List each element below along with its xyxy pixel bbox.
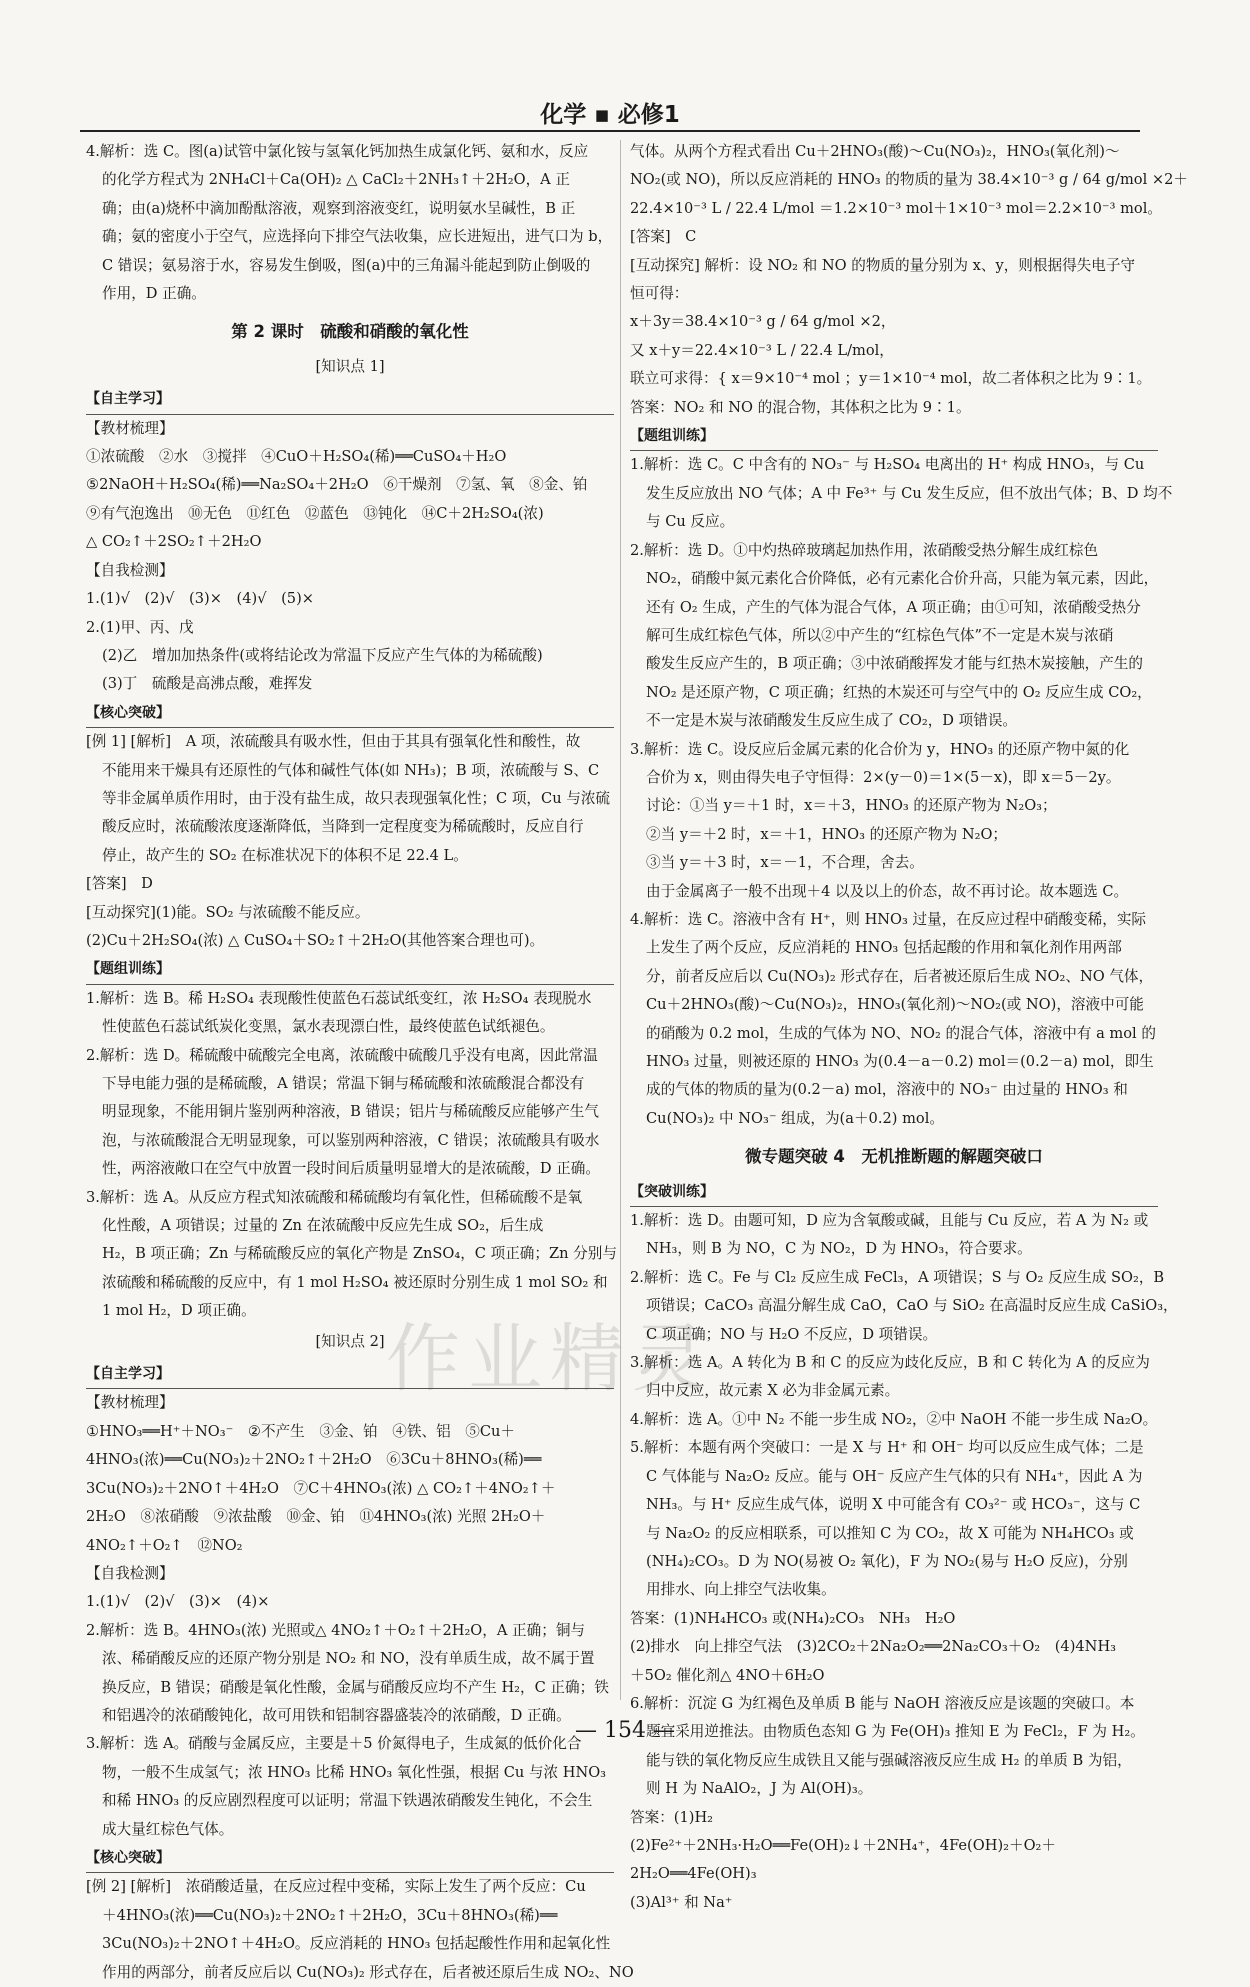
text-line: 2H₂O ⑧浓硝酸 ⑨浓盐酸 ⑩金、铂 ⑪4HNO₃(浓) 光照 2H₂O＋: [86, 1508, 546, 1526]
text-line: 则 H 为 NaAlO₂，J 为 Al(OH)₃。: [646, 1780, 873, 1798]
text-line: (3)丁 硫酸是高沸点酸，难挥发: [102, 675, 313, 693]
watermark: 作业精灵: [386, 1316, 714, 1402]
text-line: NO₂ 是还原产物，C 项正确；红热的木炭还可与空气中的 O₂ 反应生成 CO₂，: [646, 683, 1152, 701]
column-divider: [620, 140, 621, 1700]
section-label: 【题组训练】: [630, 422, 1158, 451]
section-label: 【核心突破】: [86, 699, 614, 728]
text-line: 4.解析：选 A。①中 N₂ 不能一步生成 NO₂，②中 NaOH 不能一步生成 Na₂O。: [630, 1410, 1158, 1428]
text-line: 1.(1)√ (2)√ (3)× (4)×: [86, 1593, 270, 1611]
text-line: 停止，故产生的 SO₂ 在标准状况下的体积不足 22.4 L。: [102, 846, 468, 864]
text-line: 化性酸，A 项错误；过量的 Zn 在浓硫酸中反应先生成 SO₂，后生成: [102, 1217, 544, 1235]
text-line: 2.解析：选 D。①中灼热碎玻璃起加热作用，浓硝酸受热分解生成红棕色: [630, 541, 1099, 559]
text-line: 换反应，B 错误；硝酸是氧化性酸，金属与硝酸反应均不产生 H₂，C 正确；铁: [102, 1678, 609, 1696]
text-line: Cu(NO₃)₂ 中 NO₃⁻ 组成，为(a＋0.2) mol。: [646, 1109, 944, 1127]
text-line: 4HNO₃(浓)══Cu(NO₃)₂＋2NO₂↑＋2H₂O ⑥3Cu＋8HNO₃(稀)══: [86, 1451, 542, 1469]
text-line: 和稀 HNO₃ 的反应剧烈程度可以证明；常温下铁遇浓硝酸发生钝化，不会生: [102, 1792, 593, 1810]
text-line: 【自我检测】: [86, 1564, 174, 1582]
text-line: x＋3y＝38.4×10⁻³ g / 64 g/mol ×2，: [630, 313, 896, 331]
text-line: 4.解析：选 C。图(a)试管中氯化铵与氢氧化钙加热生成氯化钙、氨和水，反应: [86, 143, 589, 160]
text-line: 题宜采用逆推法。由物质色态知 G 为 Fe(OH)₃ 推知 E 为 FeCl₂，F 为 H₂。: [646, 1723, 1145, 1741]
text-line: 又 x＋y＝22.4×10⁻³ L / 22.4 L/mol，: [630, 341, 894, 359]
text-line: 3.解析：选 A。硝酸与金属反应，主要是＋5 价氮得电子，生成氮的低价化合: [86, 1735, 582, 1753]
text-line: 1 mol H₂，D 项正确。: [102, 1302, 256, 1320]
text-line: 讨论：①当 y＝＋1 时，x＝＋3，HNO₃ 的还原产物为 N₂O₃；: [646, 797, 1057, 815]
text-line: C 项正确；NO 与 H₂O 不反应，D 项错误。: [646, 1325, 938, 1343]
text-line: Cu＋2HNO₃(酸)～Cu(NO₃)₂，HNO₃(氧化剂)～NO₂(或 NO)，溶液中可能: [646, 996, 1144, 1014]
text-line: 项错误；CaCO₃ 高温分解生成 CaO，CaO 与 SiO₂ 在高温时反应生成 CaSiO₃，: [646, 1297, 1178, 1315]
text-line: 成大量红棕色气体。: [102, 1820, 234, 1838]
text-line: 作用的两部分，前者反应后以 Cu(NO₃)₂ 形式存在，后者被还原后生成 NO₂、NO: [102, 1963, 634, 1981]
text-line: 2H₂O══4Fe(OH)₃: [630, 1865, 757, 1883]
text-line: 不能用来干燥具有还原性的气体和碱性气体(如 NH₃)；B 项，浓硫酸与 S、C: [102, 761, 600, 779]
text-line: 答案：NO₂ 和 NO 的混合物，其体积之比为 9∶1。: [630, 398, 971, 416]
text-line: 2.(1)甲、丙、戊: [86, 618, 194, 636]
text-line: 4NO₂↑＋O₂↑ ⑫NO₂: [86, 1536, 243, 1554]
text-line: 解可生成红棕色气体，所以②中产生的“红棕色气体”不一定是木炭与浓硝: [646, 626, 1114, 644]
page-header: [80, 96, 1140, 132]
text-line: [例 2] [解析] 浓硝酸适量，在反应过程中变稀，实际上发生了两个反应：Cu: [86, 1878, 586, 1896]
text-line: 不一定是木炭与浓硝酸发生反应生成了 CO₂，D 项错误。: [646, 712, 1018, 730]
text-line: C 气体能与 Na₂O₂ 反应。能与 OH⁻ 反应产生气体的只有 NH₄⁺，因此 A 为: [646, 1467, 1143, 1485]
text-line: 浓硫酸和稀硫酸的反应中，有 1 mol H₂SO₄ 被还原时分别生成 1 mol SO₂ 和: [102, 1273, 608, 1291]
text-line: 1.(1)√ (2)√ (3)× (4)√ (5)×: [86, 590, 315, 608]
text-line: [互动探究](1)能。SO₂ 与浓硫酸不能反应。: [86, 903, 370, 921]
text-line: 22.4×10⁻³ L / 22.4 L/mol ＝1.2×10⁻³ mol＋1×10⁻³ mol＝2.2×10⁻³ mol。: [630, 199, 1162, 217]
right-column: [630, 138, 1189, 1911]
text-line: 确；氨的密度小于空气，应选择向下排空气法收集，应长进短出，进气口为 b，: [102, 228, 613, 246]
text-line: 分，前者反应后以 Cu(NO₃)₂ 形式存在，后者被还原后生成 NO₂、NO 气体，: [646, 967, 1154, 985]
text-line: 4.解析：选 C。溶液中含有 H⁺，则 HNO₃ 过量，在反应过程中硝酸变稀，实际: [630, 910, 1147, 928]
text-line: ＋4HNO₃(浓)══Cu(NO₃)₂＋2NO₂↑＋2H₂O，3Cu＋8HNO₃(稀)══: [102, 1906, 558, 1924]
text-line: 合价为 x，则由得失电子守恒得：2×(y－0)＝1×(5－x)，即 x＝5－2y。: [646, 768, 1121, 786]
text-line: 还有 O₂ 生成，产生的气体为混合气体，A 项正确；由①可知，浓硝酸受热分: [646, 598, 1141, 616]
text-line: 与 Cu 反应。: [646, 513, 735, 531]
text-line: 3.解析：选 C。设反应后金属元素的化合价为 y，HNO₃ 的还原产物中氮的化: [630, 740, 1130, 758]
text-line: 2.解析：选 C。Fe 与 Cl₂ 反应生成 FeCl₃，A 项错误；S 与 O₂ 反应生成 SO₂，B: [630, 1268, 1165, 1286]
text-line: 【自我检测】: [86, 561, 174, 579]
text-line: [互动探究] 解析：设 NO₂ 和 NO 的物质的量分别为 x、y，则根据得失电子守: [630, 256, 1136, 274]
section-label: 【自主学习】: [86, 1360, 614, 1389]
text-line: [答案] D: [86, 875, 153, 893]
text-line: 的硝酸为 0.2 mol，生成的气体为 NO、NO₂ 的混合气体，溶液中有 a mol 的: [646, 1024, 1156, 1042]
text-line: 由于金属离子一般不出现＋4 以及以上的价态，故不再讨论。故本题选 C。: [646, 882, 1129, 900]
text-line: 的化学方程式为 2NH₄Cl＋Ca(OH)₂ △ CaCl₂＋2NH₃↑＋2H₂O，A 正: [102, 171, 570, 189]
text-line: 明显现象，不能用铜片鉴别两种溶液，B 错误；铝片与稀硫酸反应能够产生气: [102, 1103, 599, 1121]
text-line: 1.解析：选 D。由题可知，D 应为含氧酸或碱，且能与 Cu 反应，若 A 为 N₂ 或: [630, 1212, 1149, 1230]
text-line: [例 1] [解析] A 项，浓硫酸具有吸水性，但由于其具有强氧化性和酸性，故: [86, 733, 581, 751]
text-line: 确；由(a)烧杯中滴加酚酞溶液，观察到溶液变红，说明氨水呈碱性，B 正: [102, 199, 576, 217]
text-line: 下导电能力强的是稀硫酸，A 错误；常温下铜与稀硫酸和浓硫酸混合都没有: [102, 1075, 585, 1092]
text-line: 物，一般不生成氢气；浓 HNO₃ 比稀 HNO₃ 氧化性强，根据 Cu 与浓 HNO₃: [102, 1763, 607, 1781]
text-line: ⑤2NaOH＋H₂SO₄(稀)══Na₂SO₄＋2H₂O ⑥干燥剂 ⑦氢、氧 ⑧金、铂: [86, 476, 588, 494]
text-line: (2)排水 向上排空气法 (3)2CO₂＋2Na₂O₂══2Na₂CO₃＋O₂ (4)4NH₃: [630, 1638, 1117, 1656]
text-line: C 错误；氨易溶于水，容易发生倒吸，图(a)中的三角漏斗能起到防止倒吸的: [102, 256, 591, 274]
text-line: 与 Na₂O₂ 的反应相联系，可以推知 C 为 CO₂，故 X 可能为 NH₄HCO₃ 或: [646, 1524, 1134, 1542]
knowledge-point-heading: [知识点 2]: [315, 1332, 385, 1350]
page-number: — 154 —: [575, 1718, 675, 1743]
text-line: 作用，D 正确。: [102, 285, 206, 303]
text-line: 恒可得：: [630, 285, 689, 303]
text-line: (NH₄)₂CO₃。D 为 NO(易被 O₂ 氧化)，F 为 NO₂(易与 H₂O 反应)，分别: [646, 1552, 1128, 1570]
text-line: NO₂(或 NO)，所以反应消耗的 HNO₃ 的物质的量为 38.4×10⁻³ g / 64 g/mol ×2＋: [630, 171, 1189, 189]
text-line: 性，两溶液敞口在空气中放置一段时间后质量明显增大的是浓硫酸，D 正确。: [102, 1160, 600, 1178]
text-line: 【教材梳理】: [86, 419, 174, 437]
text-line: [答案] C: [630, 228, 697, 246]
knowledge-point-heading: [知识点 1]: [315, 357, 385, 375]
section-label: 【题组训练】: [86, 955, 614, 984]
text-line: (2)Cu＋2H₂SO₄(浓) △ CuSO₄＋SO₂↑＋2H₂O(其他答案合理也可)。: [86, 931, 545, 949]
text-line: 1.解析：选 C。C 中含有的 NO₃⁻ 与 H₂SO₄ 电离出的 H⁺ 构成 HNO₃，与 Cu: [630, 456, 1145, 474]
text-line: ⑨有气泡逸出 ⑩无色 ⑪红色 ⑫蓝色 ⑬钝化 ⑭C＋2H₂SO₄(浓): [86, 504, 544, 522]
text-line: 浓、稀硝酸反应的还原产物分别是 NO₂ 和 NO，没有单质生成，故不属于置: [102, 1650, 595, 1668]
text-line: 发生反应放出 NO 气体；A 中 Fe³⁺ 与 Cu 发生反应，但不放出气体；B、D 均不: [646, 484, 1173, 502]
text-line: 用排水、向上排空气法收集。: [646, 1581, 836, 1599]
text-line: △ CO₂↑＋2SO₂↑＋2H₂O: [86, 533, 262, 551]
text-line: 酸反应时，浓硫酸浓度逐渐降低，当降到一定程度变为稀硫酸时，反应自行: [102, 818, 584, 836]
section-label: 【核心突破】: [86, 1844, 614, 1873]
text-line: (3)Al³⁺ 和 Na⁺: [630, 1893, 733, 1911]
section-title: 第 2 课时 硫酸和硝酸的氧化性: [231, 322, 469, 342]
text-line: H₂，B 项正确；Zn 与稀硫酸反应的氧化产物是 ZnSO₄，C 项正确；Zn 分别与: [102, 1245, 617, 1263]
section-title: 微专题突破 4 无机推断题的解题突破口: [745, 1147, 1043, 1167]
text-line: 成的气体的物质的量为(0.2－a) mol，溶液中的 NO₃⁻ 由过量的 HNO₃ 和: [646, 1081, 1128, 1099]
text-line: 能与铁的氧化物反应生成铁且又能与强碱溶液反应生成 H₂ 的单质 B 为铝，: [646, 1751, 1132, 1769]
text-line: ①浓硫酸 ②水 ③搅拌 ④CuO＋H₂SO₄(稀)══CuSO₄＋H₂O: [86, 448, 507, 466]
text-line: 等非金属单质作用时，由于没有盐生成，故只表现强氧化性；C 项，Cu 与浓硫: [102, 789, 611, 807]
text-line: 气体。从两个方程式看出 Cu＋2HNO₃(酸)～Cu(NO₃)₂，HNO₃(氧化剂)～: [630, 143, 1120, 160]
text-line: ③当 y＝＋3 时，x＝－1，不合理，舍去。: [646, 854, 924, 872]
text-line: ①HNO₃══H⁺＋NO₃⁻ ②不产生 ③金、铂 ④铁、铝 ⑤Cu＋: [86, 1422, 516, 1440]
section-label: 【自主学习】: [86, 385, 614, 414]
text-line: NH₃。与 H⁺ 反应生成气体，说明 X 中可能含有 CO₃²⁻ 或 HCO₃⁻，这与 C: [646, 1496, 1141, 1514]
text-line: 3Cu(NO₃)₂＋2NO↑＋4H₂O。反应消耗的 HNO₃ 包括起酸性作用和起氧化性: [102, 1935, 611, 1953]
text-line: (2)乙 增加加热条件(或将结论改为常温下反应产生气体的为稀硫酸): [102, 646, 543, 664]
text-line: 和铝遇冷的浓硝酸钝化，故可用铁和铝制容器盛装冷的浓硝酸，D 正确。: [102, 1706, 571, 1724]
text-line: ②当 y＝＋2 时，x＝＋1，HNO₃ 的还原产物为 N₂O；: [646, 825, 1007, 843]
text-line: 性使蓝色石蕊试纸炭化变黑，氯水表现漂白性，最终使蓝色试纸褪色。: [102, 1018, 555, 1036]
text-line: 3.解析：选 A。A 转化为 B 和 C 的反应为歧化反应，B 和 C 转化为 A 的反应为: [630, 1354, 1150, 1372]
text-line: 6.解析：沉淀 G 为红褐色及单质 B 能与 NaOH 溶液反应是该题的突破口。本: [630, 1694, 1135, 1712]
text-line: 2.解析：选 D。稀硫酸中硫酸完全电离，浓硫酸中硫酸几乎没有电离，因此常温: [86, 1046, 598, 1064]
text-line: 2.解析：选 B。4HNO₃(浓) 光照或△ 4NO₂↑＋O₂↑＋2H₂O，A 正确；铜与: [86, 1621, 586, 1639]
text-line: 1.解析：选 B。稀 H₂SO₄ 表现酸性使蓝色石蕊试纸变红，浓 H₂SO₄ 表现脱水: [86, 989, 592, 1007]
text-line: 答案：(1)NH₄HCO₃ 或(NH₄)₂CO₃ NH₃ H₂O: [630, 1609, 956, 1627]
text-line: 上发生了两个反应，反应消耗的 HNO₃ 包括起酸的作用和氧化剂作用两部: [646, 939, 1122, 957]
header-title: 化学 ▪ 必修1: [540, 102, 680, 128]
text-line: 【教材梳理】: [86, 1394, 174, 1412]
header-rule: [80, 130, 1140, 132]
text-line: NO₂，硝酸中氮元素化合价降低，必有元素化合价升高，只能为氧元素，因此，: [646, 570, 1159, 588]
text-line: 答案：(1)H₂: [630, 1808, 714, 1826]
text-line: 酸发生反应产生的，B 项正确；③中浓硝酸挥发才能与红热木炭接触，产生的: [646, 655, 1143, 673]
text-line: HNO₃ 过量，则被还原的 HNO₃ 为(0.4－a－0.2) mol＝(0.2－a) mol，即生: [646, 1053, 1154, 1070]
text-line: ＋5O₂ 催化剂△ 4NO＋6H₂O: [630, 1666, 825, 1684]
text-line: 3.解析：选 A。从反应方程式知浓硫酸和稀硫酸均有氧化性，但稀硫酸不是氧: [86, 1188, 583, 1206]
section-label: 【突破训练】: [630, 1178, 1158, 1207]
text-line: (2)Fe²⁺＋2NH₃·H₂O══Fe(OH)₂↓＋2NH₄⁺，4Fe(OH)₂＋O₂＋: [630, 1836, 1056, 1854]
text-line: NH₃，则 B 为 NO，C 为 NO₂，D 为 HNO₃，符合要求。: [646, 1240, 1032, 1258]
text-line: 归中反应，故元素 X 必为非金属元素。: [646, 1382, 900, 1400]
text-line: 5.解析：本题有两个突破口：一是 X 与 H⁺ 和 OH⁻ 均可以反应生成气体；二是: [630, 1439, 1144, 1457]
text-line: 泡，与浓硫酸混合无明显现象，可以鉴别两种溶液，C 错误；浓硫酸具有吸水: [102, 1131, 600, 1149]
text-line: 3Cu(NO₃)₂＋2NO↑＋4H₂O ⑦C＋4HNO₃(浓) △ CO₂↑＋4NO₂↑＋: [86, 1479, 556, 1497]
text-line: 联立可求得：{ x＝9×10⁻⁴ mol ；y＝1×10⁻⁴ mol，故二者体积之比为 9∶1。: [630, 370, 1152, 388]
